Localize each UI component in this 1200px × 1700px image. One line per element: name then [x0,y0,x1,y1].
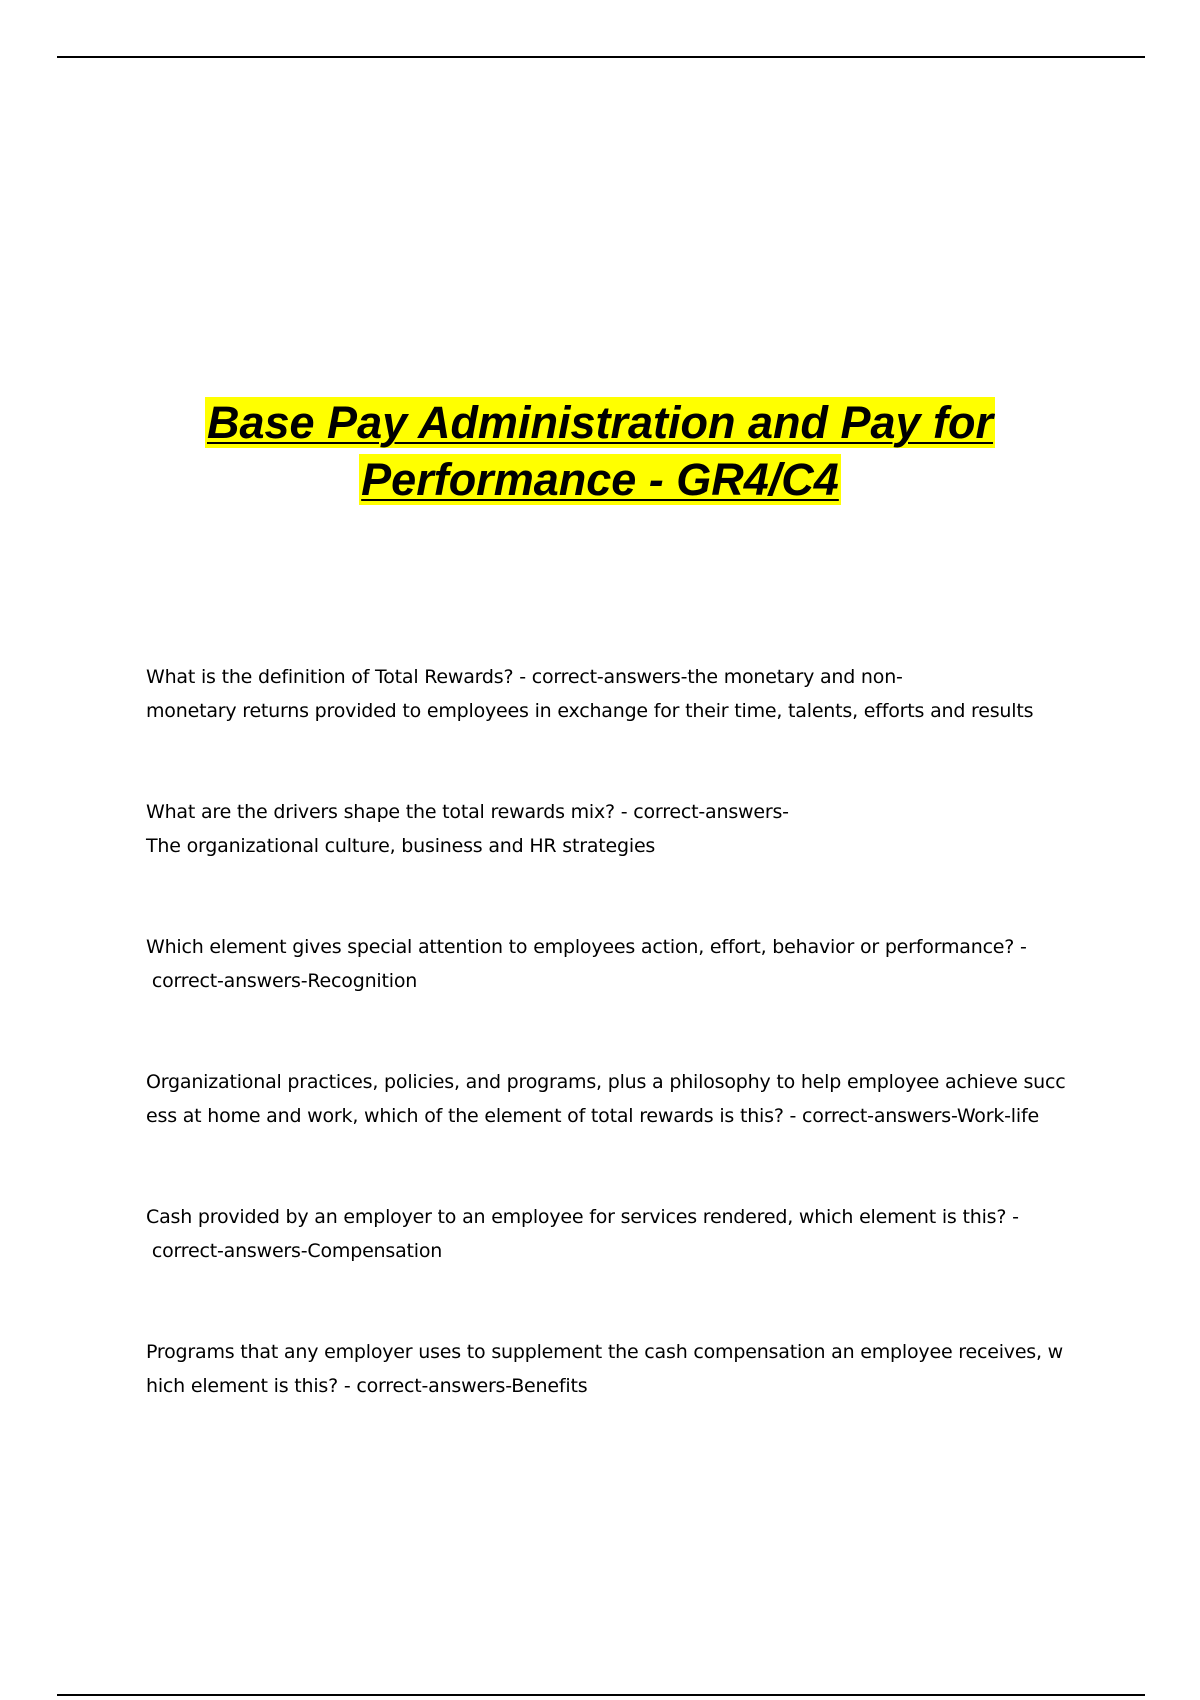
qa-question-line: What are the drivers shape the total rewards mix? - correct-answers- [146,801,789,823]
qa-answer-line: correct-answers-Compensation [146,1240,443,1262]
qa-item-6 [146,1335,1096,1403]
qa-item-1 [146,660,1096,728]
qa-item-3 [146,930,1096,998]
bottom-rule [57,1694,1145,1696]
top-rule [57,56,1145,58]
qa-item-2 [146,795,1096,863]
title-line-2: Performance - GR4/C4 [361,454,839,505]
document-title [100,394,1100,508]
qa-list [146,660,1096,1470]
title-line-1: Base Pay Administration and Pay for [206,397,994,448]
qa-question-line: Organizational practices, policies, and programs, plus a philosophy to help employee achieve succ [146,1071,1066,1093]
qa-answer-line: correct-answers-Recognition [146,970,418,992]
qa-answer-line: ess at home and work, which of the element of total rewards is this? - correct-answers-Work-life [146,1105,1039,1127]
qa-question-line: Cash provided by an employer to an employee for services rendered, which element is this? - [146,1206,1019,1228]
qa-answer-line: The organizational culture, business and HR strategies [146,835,656,857]
qa-answer-line: monetary returns provided to employees in exchange for their time, talents, efforts and results [146,700,1034,722]
qa-question-line: What is the definition of Total Rewards? - correct-answers-the monetary and non- [146,666,903,688]
qa-item-4 [146,1065,1096,1133]
qa-question-line: Programs that any employer uses to supplement the cash compensation an employee receives, w [146,1341,1064,1363]
qa-item-5 [146,1200,1096,1268]
qa-question-line: Which element gives special attention to employees action, effort, behavior or performance? - [146,936,1027,958]
qa-answer-line: hich element is this? - correct-answers-Benefits [146,1375,588,1397]
